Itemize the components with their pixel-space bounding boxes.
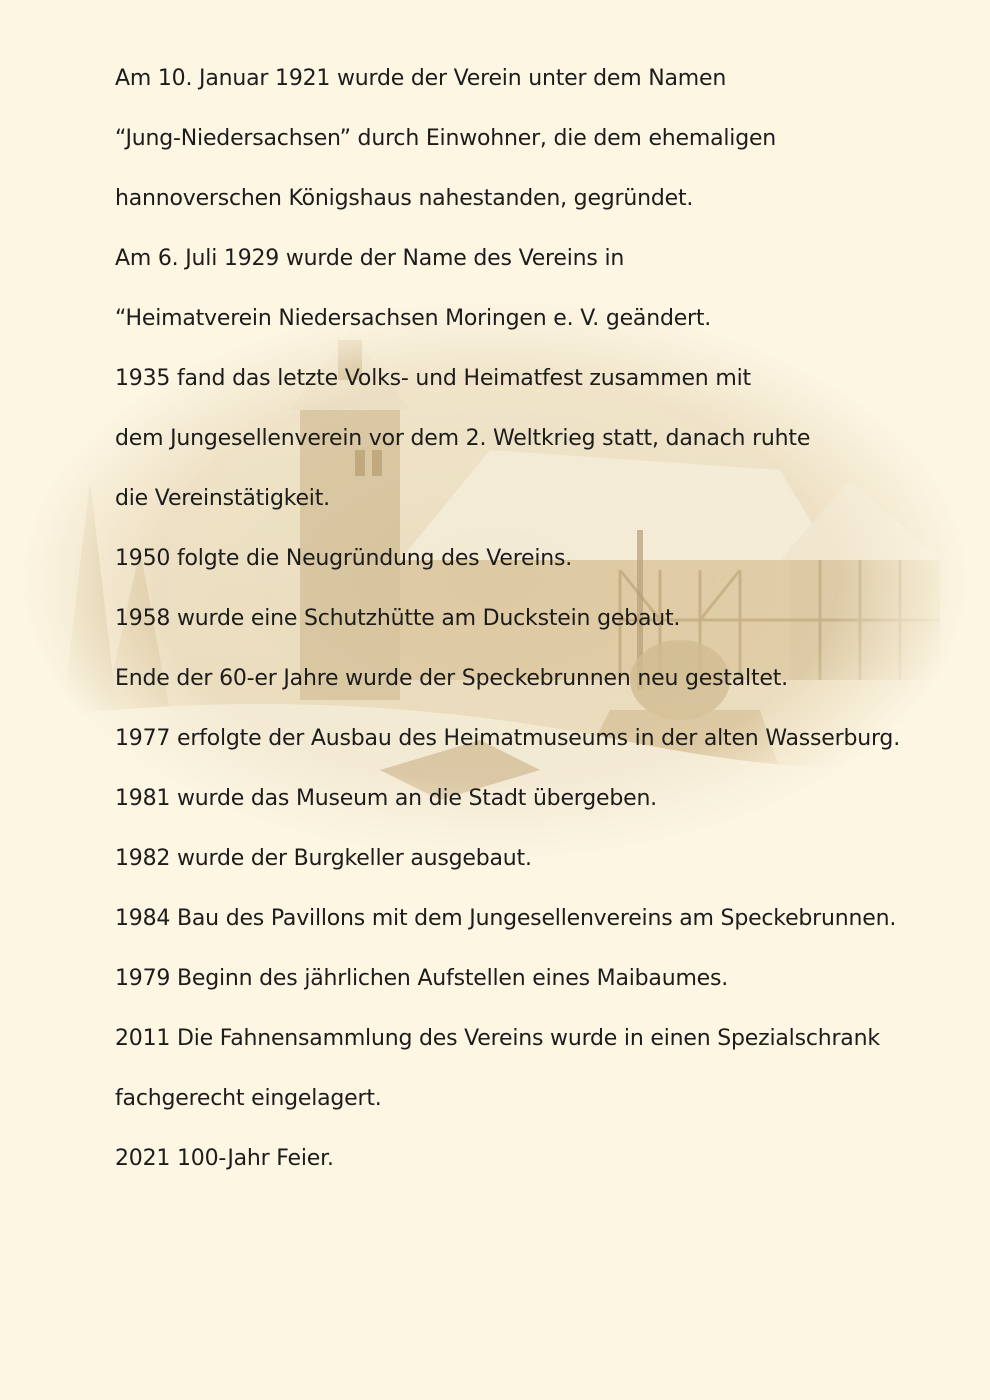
text-line: die Vereinstätigkeit. bbox=[115, 486, 330, 511]
text-line: 1935 fand das letzte Volks- und Heimatfest zusammen mit bbox=[115, 366, 751, 391]
text-line: 1958 wurde eine Schutzhütte am Duckstein gebaut. bbox=[115, 606, 681, 631]
text-line: 2021 100-Jahr Feier. bbox=[115, 1146, 334, 1171]
history-text bbox=[115, 56, 975, 1196]
text-line: Am 6. Juli 1929 wurde der Name des Vereins in bbox=[115, 246, 625, 271]
text-line: “Heimatverein Niedersachsen Moringen e. V. geändert. bbox=[115, 306, 712, 331]
text-line: “Jung-Niedersachsen” durch Einwohner, die dem ehemaligen bbox=[115, 126, 777, 151]
text-line: Ende der 60-er Jahre wurde der Speckebrunnen neu gestaltet. bbox=[115, 666, 788, 691]
text-line: hannoverschen Königshaus nahestanden, gegründet. bbox=[115, 186, 694, 211]
text-line: 1977 erfolgte der Ausbau des Heimatmuseums in der alten Wasserburg. bbox=[115, 726, 900, 751]
text-line: 2011 Die Fahnensammlung des Vereins wurde in einen Spezialschrank bbox=[115, 1026, 880, 1051]
text-line: fachgerecht eingelagert. bbox=[115, 1086, 382, 1111]
text-line: 1979 Beginn des jährlichen Aufstellen eines Maibaumes. bbox=[115, 966, 729, 991]
text-line: 1981 wurde das Museum an die Stadt übergeben. bbox=[115, 786, 657, 811]
text-line: Am 10. Januar 1921 wurde der Verein unter dem Namen bbox=[115, 66, 727, 91]
text-line: 1982 wurde der Burgkeller ausgebaut. bbox=[115, 846, 532, 871]
text-line: dem Jungesellenverein vor dem 2. Weltkrieg statt, danach ruhte bbox=[115, 426, 811, 451]
text-line: 1984 Bau des Pavillons mit dem Jungesellenvereins am Speckebrunnen. bbox=[115, 906, 897, 931]
text-line: 1950 folgte die Neugründung des Vereins. bbox=[115, 546, 573, 571]
